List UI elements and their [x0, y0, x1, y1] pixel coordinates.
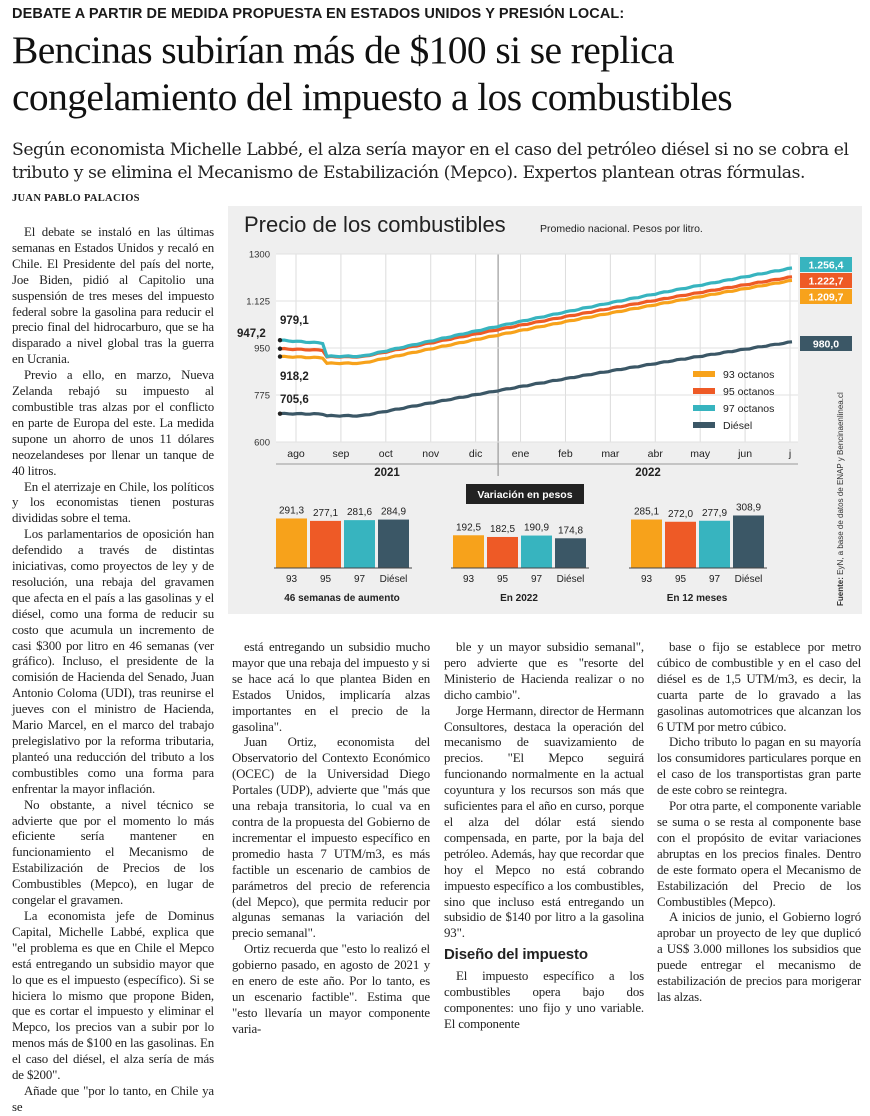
start-label: 705,6: [280, 394, 309, 406]
bar-category-label: Diésel: [556, 574, 585, 585]
graphic-subtitle: Promedio nacional. Pesos por litro.: [540, 223, 703, 235]
end-value-label: 1.209,7: [808, 291, 844, 304]
bar-group-label: En 2022: [500, 593, 538, 604]
paragraph: Los parlamentarios de oposición han defendido a través de distintas iniciativas, como proyectos de ley y de resolución, una rebaja del gravamen que afecta en el país a las gasolinas y el diésel, como una forma de reducir su costo que acumula un incremento de casi $300 por litro en 46 semanas (ver gráfico). Incluso, el presidente de la comisión de Hacienda del Senado, Juan Antonio Coloma (UDI), tras reunirse el jueves con el ministro de Hacienda, Mario Marcel, en el marco del trabajo prelegislativo por la reforma tributaria, planteó una reducción del tributo a los combustibles como una forma para enfrentar la mayor inflación.: [12, 527, 214, 796]
bar-group-label: 46 semanas de aumento: [284, 593, 400, 604]
start-dot: [278, 347, 282, 351]
month-tick-label: feb: [558, 448, 573, 460]
bar-value-label: 281,6: [346, 507, 373, 519]
month-tick-label: oct: [378, 448, 393, 460]
bar: [276, 518, 307, 568]
legend-label: 97 octanos: [723, 403, 775, 415]
bar: [487, 537, 518, 568]
bar: [521, 536, 552, 568]
month-tick-label: ago: [287, 448, 305, 460]
bar-category-label: 97: [530, 574, 543, 585]
month-tick-label: abr: [647, 448, 663, 460]
bar-category-label: 95: [319, 574, 332, 585]
month-tick-label: ene: [511, 448, 530, 460]
month-tick-label: j: [788, 448, 792, 460]
bar: [631, 520, 662, 568]
year-label: 2021: [374, 467, 400, 479]
graphic-title: Precio de los combustibles: [244, 212, 506, 237]
subheading: Diseño del impuesto: [444, 946, 588, 964]
paragraph: El debate se instaló en las últimas semanas en Estados Unidos y recaló en Chile. El Presidente del país del norte, Joe Biden, pidió al Capitolio una suspensión de tres meses del impuesto federal sobre la gasolina para reducir el precio final del hidrocarburo, que se ha disparado a nivel global tras la guerra en Ucrania.: [12, 225, 214, 367]
bar: [665, 522, 696, 568]
article-column-3: [444, 640, 644, 1033]
bar-value-label: 174,8: [557, 525, 584, 537]
paragraph: está entregando un subsidio mucho mayor que una rebaja del impuesto y si se hace acá lo que plantea Biden en Estados Unidos, implicaría alzas importantes en el precio de la gasolina".: [232, 640, 430, 734]
month-tick-label: may: [690, 448, 711, 460]
end-value-label: 1.222,7: [808, 275, 844, 288]
y-tick-label: 1.125: [246, 296, 270, 308]
y-tick-label: 600: [254, 437, 270, 449]
year-label: 2022: [635, 467, 661, 479]
month-tick-label: nov: [422, 448, 440, 460]
bar: [310, 521, 341, 568]
y-tick-label: 1300: [248, 249, 270, 261]
bar: [344, 520, 375, 568]
paragraph: Dicho tributo lo pagan en su mayoría los consumidores particulares porque en el caso de los transportistas gran parte de este cobro se reintegra.: [657, 735, 861, 798]
bar: [555, 538, 586, 568]
kicker: DEBATE A PARTIR DE MEDIDA PROPUESTA EN ESTADOS UNIDOS Y PRESIÓN LOCAL:: [12, 6, 625, 22]
legend-label: Diésel: [723, 420, 753, 432]
month-tick-label: dic: [468, 448, 483, 460]
paragraph: Por otra parte, el componente variable se suma o se resta al componente base con el propósito de evitar variaciones abruptas en los precios finales. Dentro de este formato opera el Mecanismo de Estabilización del Precio de los Combustibles (Mepco).: [657, 799, 861, 909]
y-tick-label: 950: [254, 343, 270, 355]
legend-label: 95 octanos: [723, 386, 775, 398]
month-tick-label: mar: [601, 448, 620, 460]
start-label: 947,2: [237, 328, 266, 340]
lead-paragraph: Según economista Michelle Labbé, el alza sería mayor en el caso del petróleo diésel si no se cobra el tributo y se elimina el Mecanismo de Estabilización (Mepco). Expertos plantean otras fórmulas.: [12, 140, 849, 183]
bar-value-label: 308,9: [735, 502, 762, 514]
article-column-2: [232, 640, 430, 1038]
bar-category-label: 93: [462, 574, 475, 585]
fuel-price-graphic: [228, 206, 862, 614]
paragraph: En el aterrizaje en Chile, los políticos y los economistas tienen posturas divididas sobre el tema.: [12, 479, 214, 526]
paragraph: ble y un mayor subsidio semanal", pero advierte que es "resorte del Ministerio de Hacienda realizar o no dicho cambio".: [444, 640, 644, 702]
legend-label: 93 octanos: [723, 369, 775, 381]
bar-value-label: 277,1: [312, 507, 339, 519]
bar-value-label: 192,5: [455, 522, 482, 534]
graphic-source: Fuente: EyN, a base de datos de ENAP y Bencinaenlinea.cl: [836, 392, 845, 606]
paragraph: El impuesto específico a los combustibles opera bajo dos componentes: uno fijo y uno variable. El componente: [444, 969, 644, 1031]
start-dot: [278, 338, 282, 342]
paragraph: Jorge Hermann, director de Hermann Consultores, destaca la operación del mecanismo de suavizamiento de precios. "El Mepco seguirá funcionando normalmente en la actual coyuntura y los recursos son más que suficientes para el año en curso, porque el alza del dólar está siendo compensada, en parte, por la baja del petróleo. Además, hay que recordar que hoy el Mepco no está cobrando impuesto específico a los combustibles, sino que incluso está entregando un subsidio de $140 por litro a la gasolina 93".: [444, 703, 644, 941]
bar-value-label: 190,9: [523, 522, 550, 534]
paragraph: No obstante, a nivel técnico se advierte que por el momento lo más eficiente sería mantener en funcionamiento el Mecanismo de Estabilización de Precios de los Combustibles (Mepco), en lugar de congelar el gravamen.: [12, 797, 214, 908]
paragraph: Ortiz recuerda que "esto lo realizó el gobierno pasado, en agosto de 2021 y en enero de este año. Por lo tanto, es un escenario factible". Estima que "esto llevaría un mayor componente varia-: [232, 942, 430, 1036]
paragraph: base o fijo se establece por metro cúbico de combustible y en el caso del diésel es de 1,5 UTM/m3, es decir, la cuarta parte de lo gravado a las gasolinas automotrices que alcanzan los 6 UTM por metro cúbico.: [657, 640, 861, 734]
y-tick-label: 775: [254, 390, 270, 402]
bar-category-label: Diésel: [379, 574, 408, 585]
byline: JUAN PABLO PALACIOS: [12, 193, 140, 204]
end-value-label: 1.256,4: [808, 259, 844, 272]
bar: [699, 521, 730, 568]
end-value-label: 980,0: [812, 338, 840, 351]
paragraph: Añade que "por lo tanto, en Chile ya se: [12, 1083, 214, 1114]
article-column-4: [657, 640, 861, 1006]
bar: [733, 515, 764, 568]
bar-category-label: 93: [640, 574, 653, 585]
start-label: 918,2: [280, 371, 309, 383]
bar-section-title: Variación en pesos: [477, 489, 573, 501]
headline: Bencinas subirían más de $100 si se replica congelamiento del impuesto a los combustibles: [12, 28, 733, 119]
bar-category-label: 93: [285, 574, 298, 585]
bar-value-label: 284,9: [380, 506, 407, 518]
bar-value-label: 182,5: [489, 523, 516, 535]
month-tick-label: jun: [738, 448, 753, 460]
article-column-1: [12, 225, 214, 1116]
bar: [378, 520, 409, 568]
paragraph: Juan Ortiz, economista del Observatorio del Contexto Económico (OCEC) de la Universidad Diego Portales (UDP), advierte que "más que una rebaja transitoria, lo cual va en contra de la propuesta del Gobierno de incrementar el impuesto específico en promedio hasta 7 UTM/m3, es más factible un escenario de cambios de parámetros del precio de referencia (del Mepco), que permita reducir por algunas semanas la variación del precio semanal".: [232, 735, 430, 941]
start-dot: [278, 411, 282, 415]
start-dot: [278, 354, 282, 358]
bar-value-label: 272,0: [667, 508, 694, 520]
bar: [453, 535, 484, 568]
paragraph: A inicios de junio, el Gobierno logró aprobar un proyecto de ley que duplicó a US$ 3.000 millones los subsidios que puede entregar el mecanismo de estabilización de precios para morigerar las alzas.: [657, 910, 861, 1004]
month-tick-label: sep: [332, 448, 350, 460]
bar-category-label: Diésel: [734, 574, 763, 585]
bar-category-label: 97: [353, 574, 366, 585]
bar-value-label: 291,3: [278, 505, 305, 517]
bar-value-label: 285,1: [633, 506, 660, 518]
paragraph: Previo a ello, en marzo, Nueva Zelanda rebajó su impuesto al combustible tras alzas por el conflicto en parte de Europa del este. La medida supone un ahorro de unos 11 dólares neozelandeses por llenar un tanque de 40 litros.: [12, 368, 214, 478]
bar-value-label: 277,9: [701, 507, 728, 519]
start-label: 979,1: [280, 315, 309, 327]
bar-category-label: 97: [708, 574, 721, 585]
price-line-chart: [228, 206, 862, 614]
bar-category-label: 95: [496, 574, 509, 585]
bar-category-label: 95: [674, 574, 687, 585]
paragraph: La economista jefe de Dominus Capital, Michelle Labbé, explica que "el problema es que en Chile el Mepco está entregando un subsidio mayor que lo que es el impuesto (específico). Si se hiciera lo mismo que propone Biden, que es cortar el impuesto y eliminar el Mepco, los precios van a subir por lo menos más de $100 en las gasolinas. En el caso del diésel, el alza sería de más de $200".: [12, 908, 214, 1083]
bar-group-label: En 12 meses: [666, 593, 728, 604]
